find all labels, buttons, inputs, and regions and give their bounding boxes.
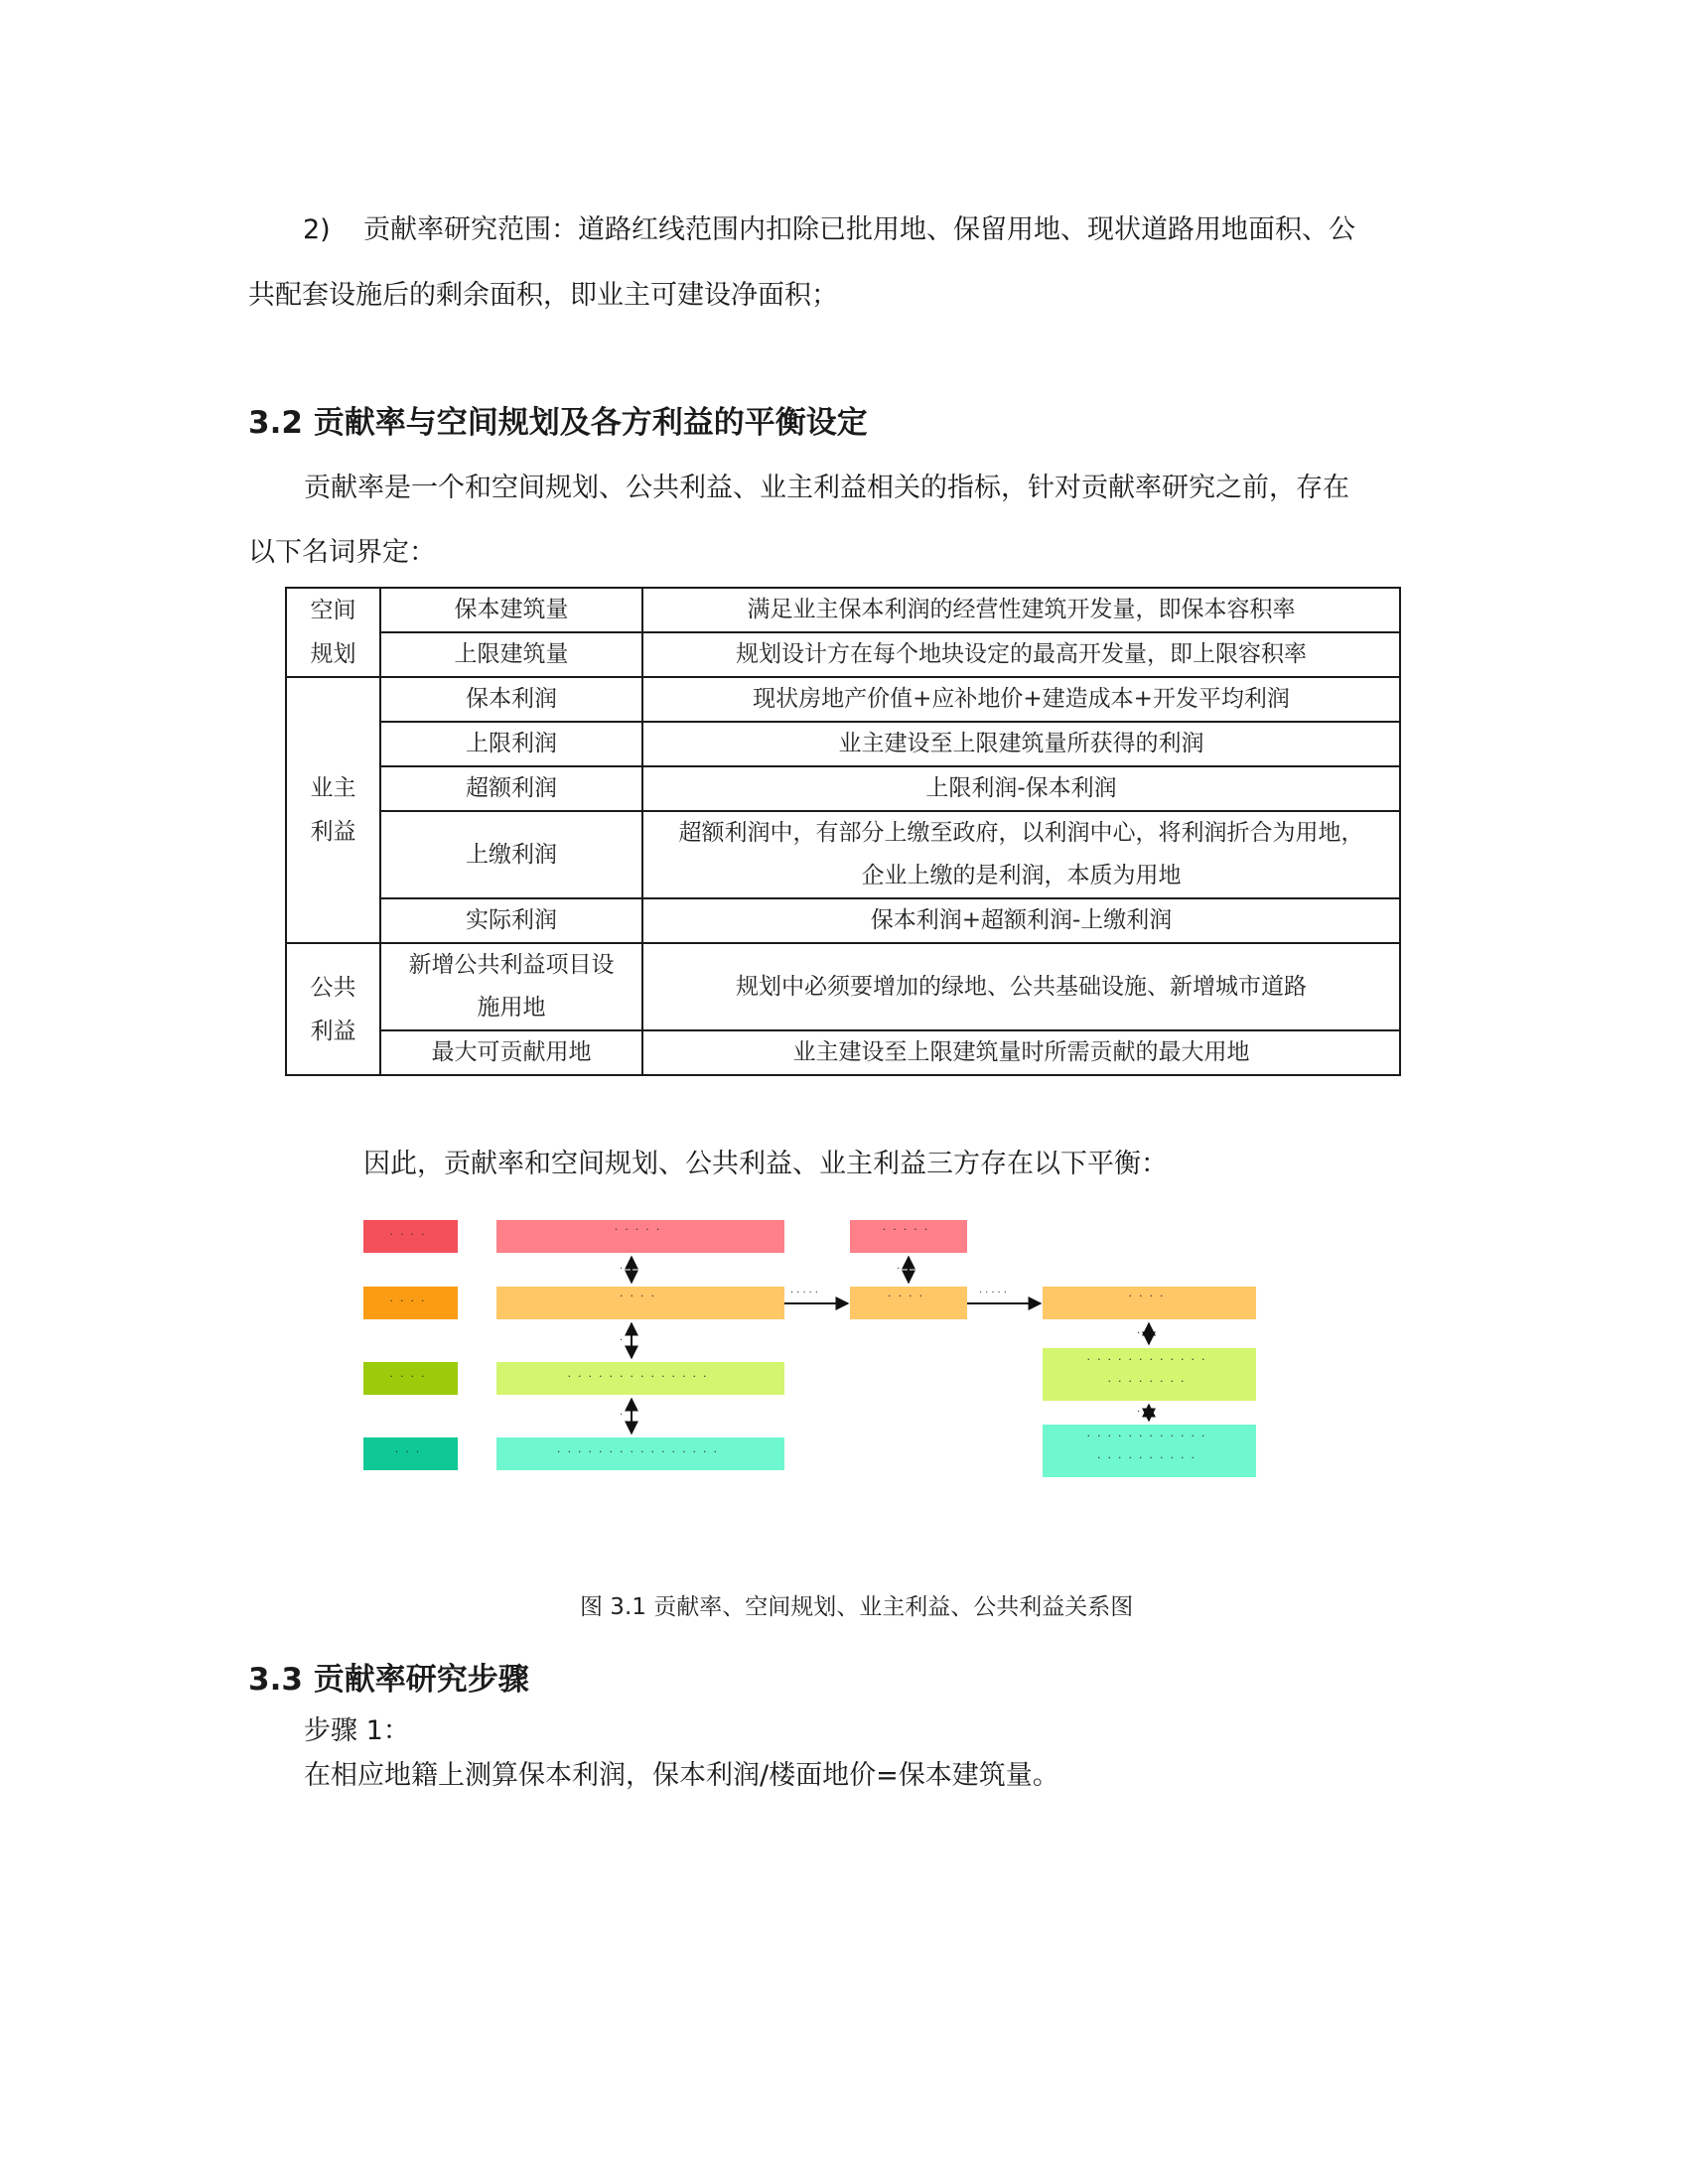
definition-cell: 上限利润-保本利润 — [642, 766, 1400, 811]
svg-text:·: · — [1137, 1407, 1141, 1418]
section-heading-3-2: 3.2 贡献率与空间规划及各方利益的平衡设定 — [248, 405, 868, 441]
term-cell: 实际利润 — [380, 898, 642, 943]
diagram-box: ············ ·········· — [1043, 1425, 1256, 1477]
intro-line2: 以下名词界定： — [248, 537, 436, 568]
term-cell: 保本建筑量 — [380, 588, 642, 632]
figure-caption: 图 3.1 贡献率、空间规划、业主利益、公共利益关系图 — [580, 1594, 1134, 1620]
definition-cell: 保本利润+超额利润-上缴利润 — [642, 898, 1400, 943]
svg-text:·····: ····· — [790, 1288, 821, 1298]
svg-text:·: · — [620, 1410, 624, 1421]
svg-text:·: · — [897, 1264, 901, 1275]
category-cell: 公共 利益 — [286, 943, 380, 1075]
category-cell: 业主 利益 — [286, 677, 380, 943]
term-cell: 上限建筑量 — [380, 632, 642, 677]
legend-box-orange: ···· — [363, 1287, 458, 1319]
step1-label: 步骤 1： — [304, 1715, 410, 1746]
diagram-box: ················ — [496, 1437, 784, 1470]
svg-text:·····: ····· — [979, 1288, 1010, 1298]
legend-box-teal: ··· — [363, 1437, 458, 1470]
term-cell: 最大可贡献用地 — [380, 1030, 642, 1075]
term-cell: 超额利润 — [380, 766, 642, 811]
item2-line1: 贡献率研究范围：道路红线范围内扣除已批用地、保留用地、现状道路用地面积、公 — [363, 214, 1355, 245]
term-cell: 上缴利润 — [380, 811, 642, 898]
step1-text: 在相应地籍上测算保本利润，保本利润/楼面地价=保本建筑量。 — [304, 1760, 1059, 1791]
balance-sentence: 因此，贡献率和空间规划、公共利益、业主利益三方存在以下平衡： — [363, 1149, 1168, 1179]
section-heading-3-3: 3.3 贡献率研究步骤 — [248, 1662, 529, 1698]
diagram-box: ···· — [496, 1287, 784, 1319]
diagram-box: ···· — [850, 1287, 967, 1319]
diagram-box: ·············· — [496, 1362, 784, 1395]
definition-cell: 超额利润中，有部分上缴至政府，以利润中心，将利润折合为用地， 企业上缴的是利润，本质为用地 — [642, 811, 1400, 898]
term-cell: 新增公共利益项目设 施用地 — [380, 943, 642, 1030]
intro-line1: 贡献率是一个和空间规划、公共利益、业主利益相关的指标，针对贡献率研究之前，存在 — [304, 473, 1349, 503]
list-number: 2) — [303, 214, 331, 245]
item2-line2: 共配套设施后的剩余面积，即业主可建设净面积； — [248, 280, 838, 311]
legend-box-green: ···· — [363, 1362, 458, 1395]
definition-cell: 业主建设至上限建筑量时所需贡献的最大用地 — [642, 1030, 1400, 1075]
diagram-box: ···· — [1043, 1287, 1256, 1319]
definition-cell: 现状房地产价值+应补地价+建造成本+开发平均利润 — [642, 677, 1400, 722]
svg-text:·: · — [1137, 1328, 1141, 1339]
diagram-box: ············ ········ — [1043, 1348, 1256, 1401]
diagram-box: ····· — [850, 1220, 967, 1253]
definition-cell: 规划中必须要增加的绿地、公共基础设施、新增城市道路 — [642, 943, 1400, 1030]
definition-cell: 满足业主保本利润的经营性建筑开发量，即保本容积率 — [642, 588, 1400, 632]
legend-box-red: ···· — [363, 1220, 458, 1253]
category-cell: 空间 规划 — [286, 588, 380, 677]
definition-cell: 业主建设至上限建筑量所获得的利润 — [642, 722, 1400, 766]
term-cell: 上限利润 — [380, 722, 642, 766]
definition-cell: 规划设计方在每个地块设定的最高开发量，即上限容积率 — [642, 632, 1400, 677]
term-cell: 保本利润 — [380, 677, 642, 722]
svg-text:·: · — [620, 1335, 624, 1346]
diagram-box: ····· — [496, 1220, 784, 1253]
svg-text:·: · — [620, 1264, 624, 1275]
